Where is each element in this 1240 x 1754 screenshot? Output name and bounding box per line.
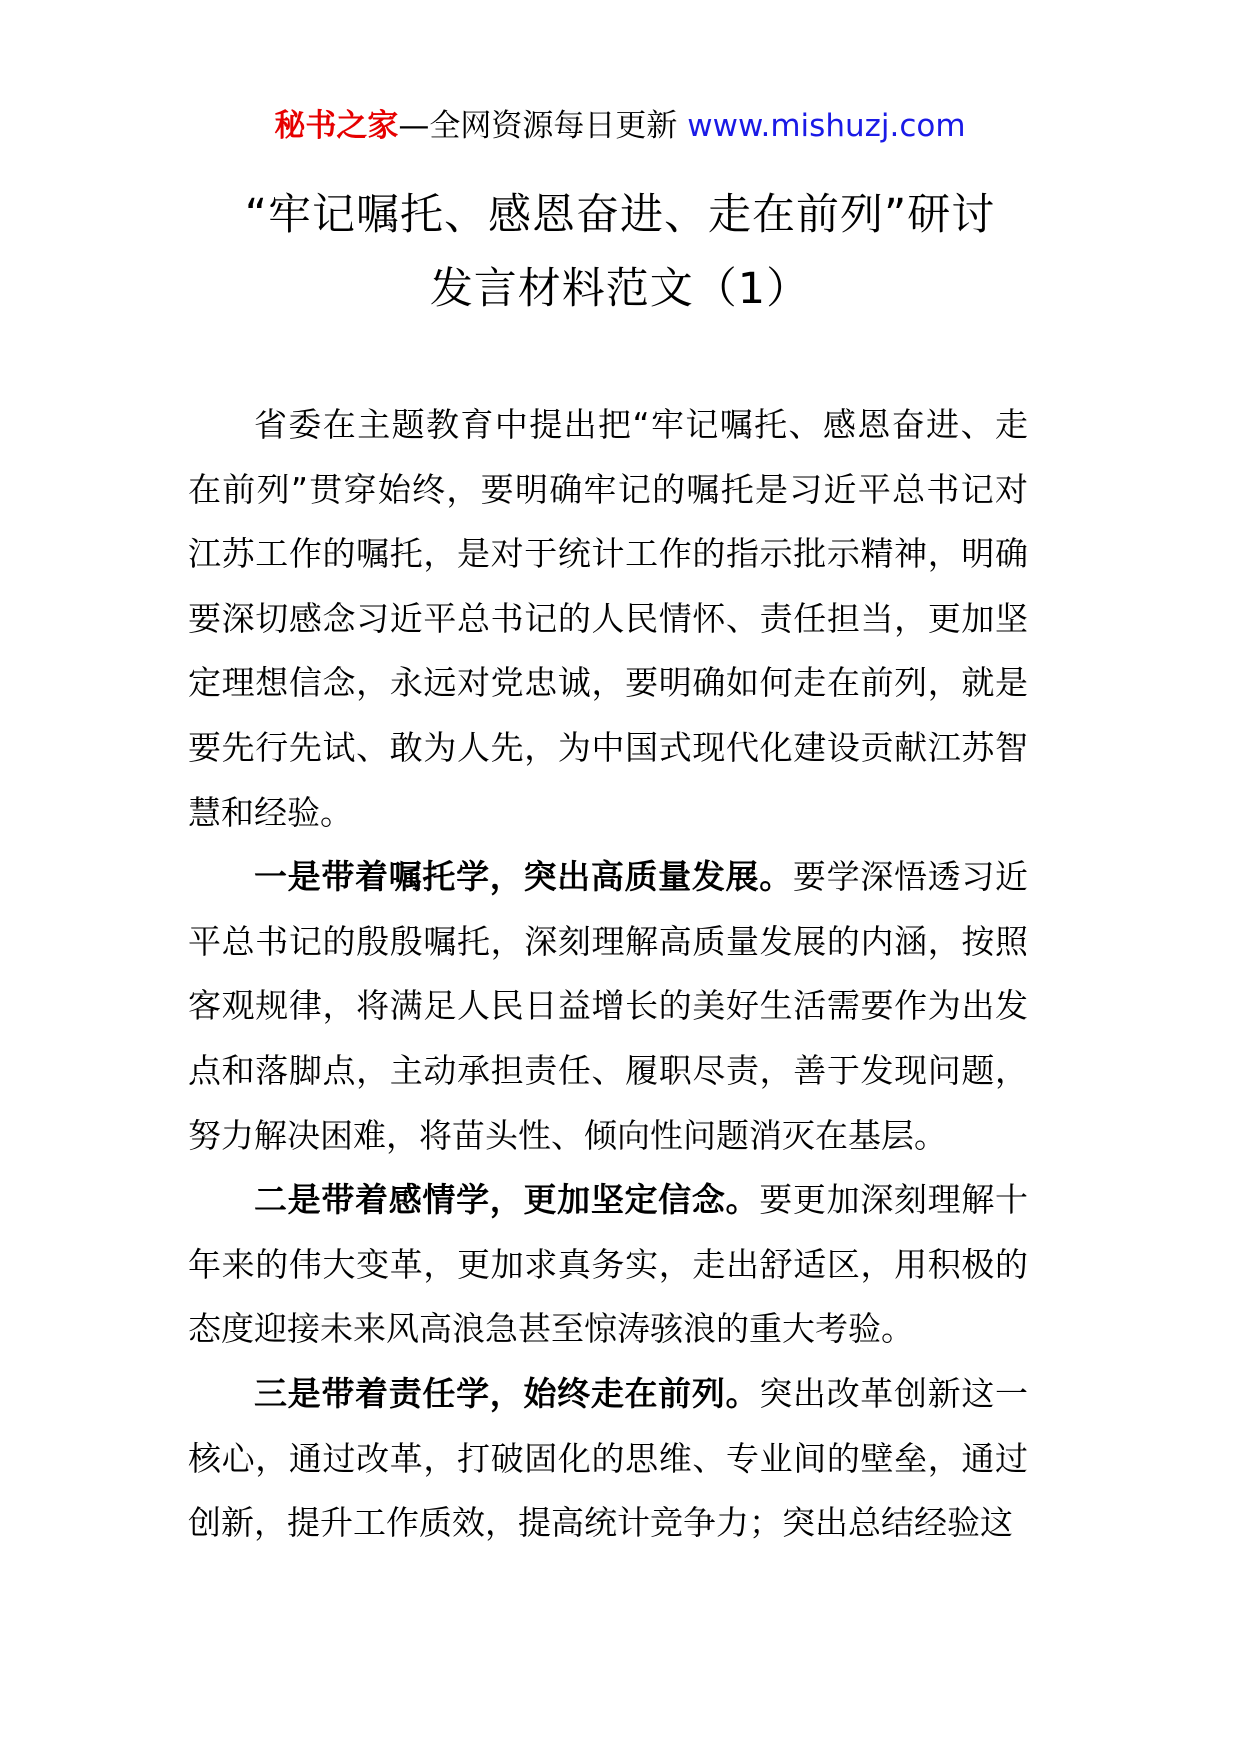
paragraph-text: 突出改革创新这一核心，通过改革，打破固化的思维、专业间的壁垒，通过创新，提升工作质效，提高统计竞争力；突出总结经验这 bbox=[188, 1373, 1029, 1543]
paragraph-lead: 一是带着嘱托学，突出高质量发展。 bbox=[254, 857, 793, 897]
title-line-1: “牢记嘱托、感恩奋进、走在前列”研讨 bbox=[244, 190, 996, 240]
site-header bbox=[0, 98, 1240, 154]
paragraph-lead: 三是带着责任学，始终走在前列。 bbox=[254, 1373, 760, 1413]
site-url-link[interactable]: www.mishuzj.com bbox=[687, 108, 966, 144]
paragraph-point-2 bbox=[188, 1168, 1028, 1362]
header-tagline: —全网资源每日更新 bbox=[398, 108, 678, 144]
paragraph-text: 省委在主题教育中提出把“牢记嘱托、感恩奋进、走在前列”贯穿始终，要明确牢记的嘱托是习近平总书记对江苏工作的嘱托，是对于统计工作的指示批示精神，明确要深切感念习近平总书记的人民情怀、责任担当，更加坚定理想信念，永远对党忠诚，要明确如何走在前列，就是要先行先试、敢为人先，为中国式现代化建设贡献江苏智慧和经验。 bbox=[188, 405, 1028, 832]
document-title bbox=[150, 178, 1090, 326]
paragraph-text: 要更加深刻理解十年来的伟大变革，更加求真务实，走出舒适区，用积极的态度迎接未来风高浪急甚至惊涛骇浪的重大考验。 bbox=[188, 1180, 1029, 1349]
paragraph-point-1 bbox=[188, 845, 1028, 1168]
brand-name: 秘书之家 bbox=[274, 108, 399, 144]
paragraph-intro bbox=[188, 393, 1028, 845]
paragraph-lead: 二是带着感情学，更加坚定信念。 bbox=[254, 1180, 760, 1220]
paragraph-point-3 bbox=[188, 1362, 1028, 1556]
document-body bbox=[188, 393, 1028, 1556]
paragraph-text: 要学深悟透习近平总书记的殷殷嘱托，深刻理解高质量发展的内涵，按照客观规律，将满足人民日益增长的美好生活需要作为出发点和落脚点，主动承担责任、履职尽责，善于发现问题，努力解决困难，将苗头性、倾向性问题消灭在基层。 bbox=[188, 857, 1029, 1155]
title-line-2: 发言材料范文（1） bbox=[429, 264, 811, 314]
